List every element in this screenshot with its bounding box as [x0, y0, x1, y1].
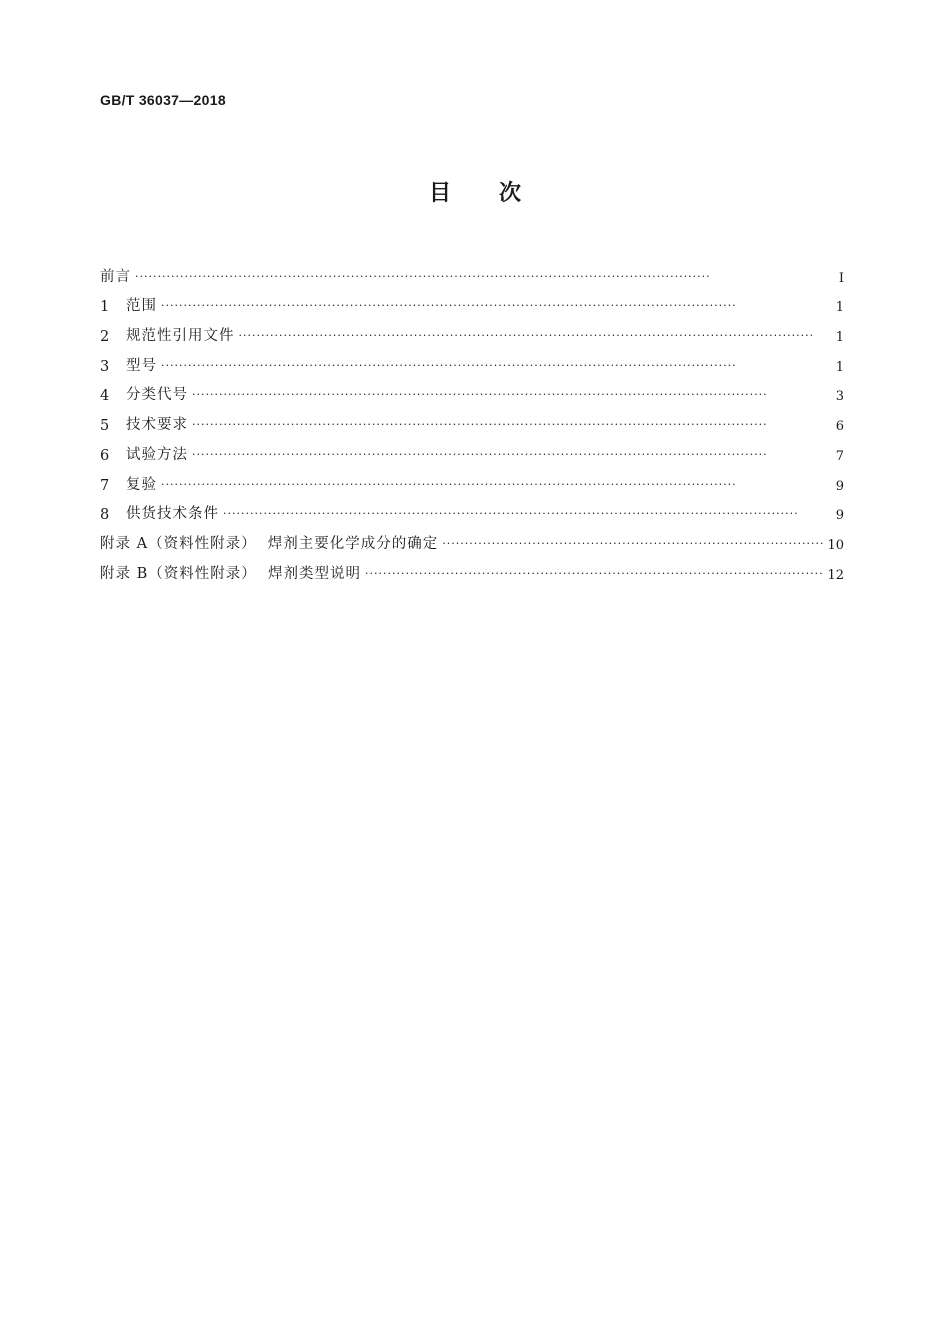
- toc-entry-label: 附录 A（资料性附录） 焊剂主要化学成分的确定: [100, 535, 439, 552]
- dot-leader: [135, 268, 830, 286]
- dot-leader: [365, 565, 823, 583]
- toc-entry-label: 前言: [100, 268, 131, 285]
- toc-entry-page: 10: [827, 537, 844, 553]
- toc-entry-label: 型号: [126, 357, 157, 374]
- dot-leader: [161, 297, 830, 315]
- toc-entry[interactable]: [100, 256, 844, 286]
- dot-leader: [161, 357, 830, 375]
- toc-entry-page: 7: [835, 448, 844, 464]
- toc-entry[interactable]: [100, 375, 844, 405]
- toc-entry-page: 6: [835, 419, 844, 435]
- page-title: 目次: [428, 180, 569, 206]
- toc-entry[interactable]: [100, 286, 844, 316]
- toc-entry-page: 1: [835, 359, 844, 375]
- toc-entry-page: 12: [827, 567, 844, 583]
- toc-entry-label: 技术要求: [126, 417, 188, 434]
- dot-leader: [192, 416, 830, 434]
- dot-leader: [161, 476, 830, 494]
- toc-entry-page: 1: [835, 330, 844, 346]
- dot-leader: [239, 327, 831, 345]
- toc-entry-number: 8: [100, 507, 110, 524]
- toc-entry-page: 1: [835, 300, 844, 316]
- standard-number: GB/T 36037—2018: [100, 92, 226, 108]
- toc-entry[interactable]: [100, 315, 844, 345]
- toc-entry-label: 复验: [126, 476, 157, 493]
- toc-entry-label: 试验方法: [126, 446, 188, 463]
- toc-entry-page: Ⅰ: [838, 270, 844, 286]
- toc-entry-page: 9: [835, 508, 844, 524]
- toc-entry-label: 规范性引用文件: [126, 328, 235, 345]
- toc-entry-page: 9: [835, 478, 844, 494]
- toc-entry[interactable]: [100, 404, 844, 434]
- toc-entry[interactable]: [100, 345, 844, 375]
- toc-entry[interactable]: [100, 434, 844, 464]
- toc-entry-number: 1: [100, 299, 110, 316]
- dot-leader: [223, 505, 830, 523]
- dot-leader: [442, 535, 823, 553]
- toc-entry-label: 供货技术条件: [126, 506, 219, 523]
- table-of-contents: [100, 256, 844, 583]
- toc-entry-label: 范围: [126, 298, 157, 315]
- toc-entry-number: 7: [100, 477, 110, 494]
- toc-entry-number: 4: [100, 388, 110, 405]
- toc-entry-page: 3: [835, 389, 844, 405]
- toc-entry[interactable]: [100, 494, 844, 524]
- toc-entry-number: 6: [100, 447, 110, 464]
- toc-entry-number: 2: [100, 329, 110, 346]
- toc-entry-number: 5: [100, 418, 110, 435]
- dot-leader: [192, 446, 830, 464]
- toc-entry-number: 3: [100, 358, 110, 375]
- dot-leader: [192, 386, 830, 404]
- toc-entry[interactable]: [100, 523, 844, 553]
- toc-entry[interactable]: [100, 553, 844, 583]
- toc-entry-label: 分类代号: [126, 387, 188, 404]
- toc-entry-label: 附录 B（资料性附录） 焊剂类型说明: [100, 565, 361, 582]
- toc-entry[interactable]: [100, 464, 844, 494]
